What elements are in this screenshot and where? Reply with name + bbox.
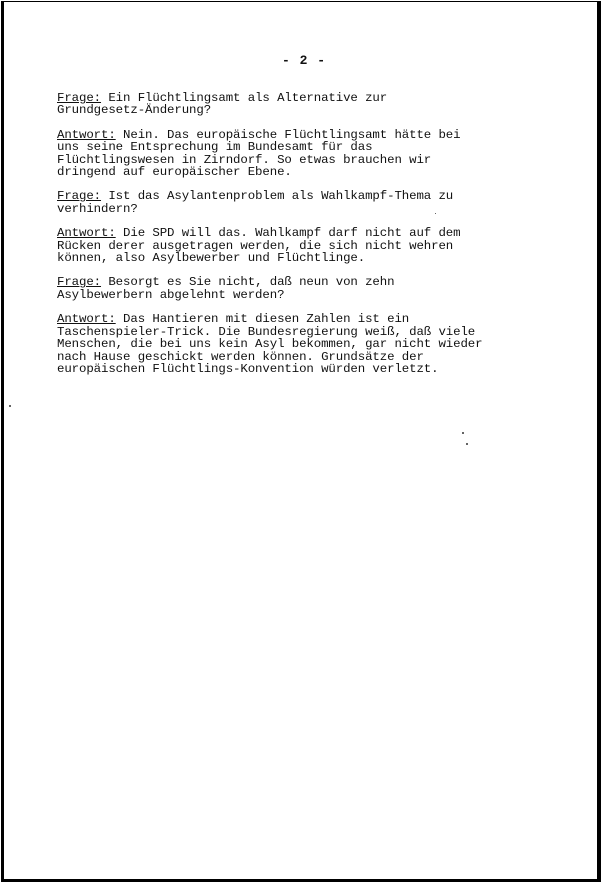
question-label: Frage: <box>57 189 102 204</box>
question-text: Ein Flüchtlingsamt als Alternative zur Grundgesetz-Änderung? <box>57 91 388 118</box>
answer-label: Antwort: <box>57 312 116 327</box>
question-text: Ist das Asylantenproblem als Wahlkampf-Thema zu verhindern? <box>57 189 454 216</box>
scan-speck <box>435 213 436 214</box>
question-text: Besorgt es Sie nicht, daß neun von zehn Asylbewerbern abgelehnt werden? <box>57 275 395 302</box>
question-block <box>57 92 507 117</box>
answer-block <box>57 227 507 264</box>
answer-label: Antwort: <box>57 226 116 241</box>
document-body <box>57 92 507 387</box>
answer-text: Das Hantieren mit diesen Zahlen ist ein Taschenspieler-Trick. Die Bundesregierung weiß, daß viele Menschen, die bei uns kein Asyl bekommen, gar nicht wieder nach Hause geschickt werden können. Grundsätze der europäischen Flüchtlings-Konvention würden verletzt. <box>57 312 483 376</box>
answer-block <box>57 313 507 375</box>
answer-text: Die SPD will das. Wahlkampf darf nicht auf dem Rücken derer ausgetragen werden, die sich nicht wehren können, also Asylbewerber und Flüchtlinge. <box>57 226 461 266</box>
answer-text: Nein. Das europäische Flüchtlingsamt hätte bei uns seine Entsprechung im Bundesamt für das Flüchtlingswesen in Zirndorf. So etwas brauchen wir dringend auf europäischer Ebene. <box>57 127 461 180</box>
answer-label: Antwort: <box>57 127 116 142</box>
question-label: Frage: <box>57 91 102 105</box>
page-number: - 2 - <box>281 53 326 68</box>
answer-block <box>57 129 507 179</box>
scan-speck <box>9 405 11 407</box>
question-block <box>57 190 507 215</box>
scan-speck <box>466 443 468 445</box>
question-block <box>57 276 507 301</box>
scan-speck <box>462 432 464 434</box>
question-label: Frage: <box>57 275 102 290</box>
